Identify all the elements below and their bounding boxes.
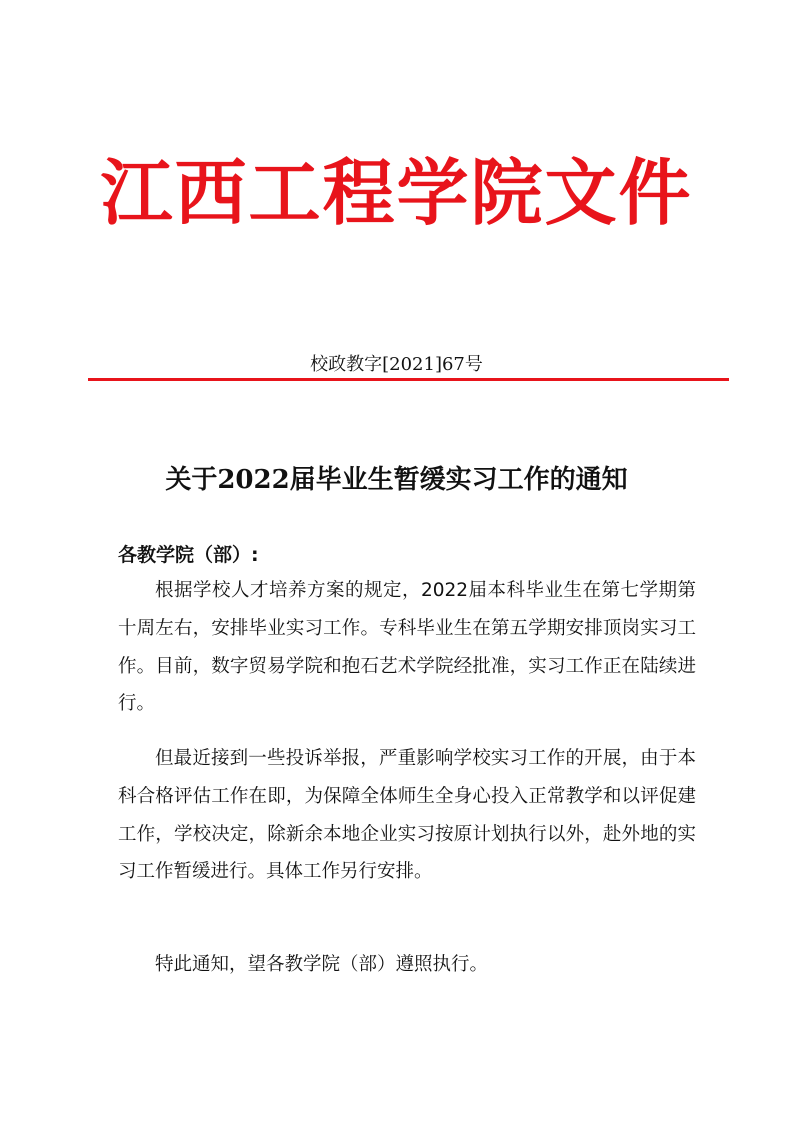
- document-title: 关于2022届毕业生暂缓实习工作的通知: [165, 465, 628, 495]
- body-paragraph-2: 但最近接到一些投诉举报，严重影响学校实习工作的开展，由于本科合格评估工作在即，为保障全体师生全身心投入正常教学和以评促建工作，学校决定，除新余本地企业实习按原计划执行以外，赴外地的实习工作暂缓进行。具体工作另行安排。: [118, 748, 696, 883]
- red-separator-line: [88, 378, 729, 381]
- issuer-masthead: 江西工程学院文件: [100, 150, 693, 235]
- body-paragraph-1: 根据学校人才培养方案的规定，2022届本科毕业生在第七学期第十周左右，安排毕业实习工作。专科毕业生在第五学期安排顶岗实习工作。目前，数字贸易学院和抱石艺术学院经批准，实习工作正在陆续进行。: [118, 580, 696, 715]
- addressee-line: 各教学院（部）:: [118, 544, 259, 566]
- body-paragraph-closing: 特此通知，望各教学院（部）遵照执行。: [155, 954, 489, 975]
- document-number: 校政教字[2021]67号: [310, 354, 483, 375]
